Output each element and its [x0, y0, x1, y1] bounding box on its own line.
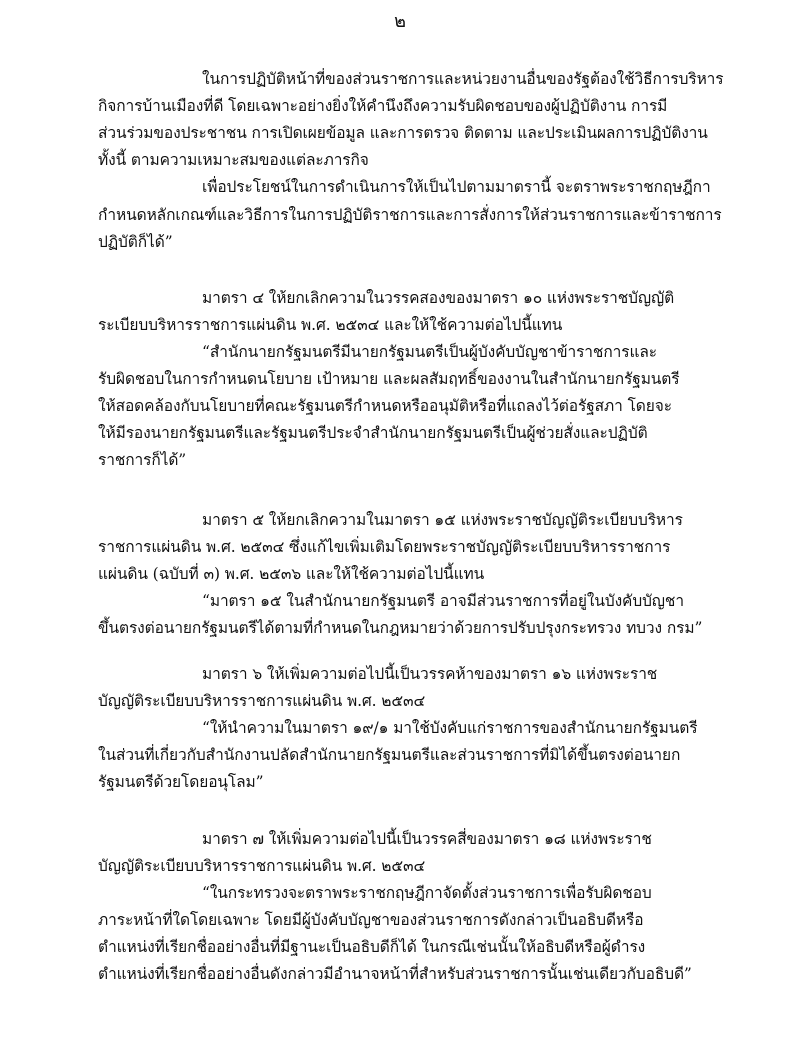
text-line: “มาตรา ๑๕ ในสำนักนายกรัฐมนตรี อาจมีส่วนราชการที่อยู่ในบังคับบัญชา — [202, 592, 684, 610]
text-line: ในการปฏิบัติหน้าที่ของส่วนราชการและหน่วยงานอื่นของรัฐต้องใช้วิธีการบริหาร — [202, 70, 724, 88]
text-line: “ในกระทรวงจะตราพระราชกฤษฎีกาจัดตั้งส่วนราชการเพื่อรับผิดชอบ — [202, 884, 652, 902]
text-line: มาตรา ๗ ให้เพิ่มความต่อไปนี้เป็นวรรคสี่ของมาตรา ๑๘ แห่งพระราช — [202, 830, 652, 848]
text-line: บัญญัติระเบียบบริหารราชการแผ่นดิน พ.ศ. ๒๕๓๔ — [98, 692, 426, 710]
text-line: ราชการแผ่นดิน พ.ศ. ๒๕๓๔ ซึ่งแก้ไขเพิ่มเติมโดยพระราชบัญญัติระเบียบบริหารราชการ — [98, 538, 671, 556]
text-line: ปฏิบัติก็ได้” — [98, 233, 173, 251]
text-line: แผ่นดิน (ฉบับที่ ๓) พ.ศ. ๒๕๓๖ และให้ใช้ความต่อไปนี้แทน — [98, 565, 485, 583]
text-line: ระเบียบบริหารราชการแผ่นดิน พ.ศ. ๒๕๓๔ และให้ใช้ความต่อไปนี้แทน — [98, 316, 563, 334]
text-line: รับผิดชอบในการกำหนดนโยบาย เป้าหมาย และผลสัมฤทธิ์ของงานในสำนักนายกรัฐมนตรี — [98, 370, 680, 388]
text-line: ให้สอดคล้องกับนโยบายที่คณะรัฐมนตรีกำหนดหรืออนุมัติหรือที่แถลงไว้ต่อรัฐสภา โดยจะ — [98, 397, 672, 415]
text-line: “สำนักนายกรัฐมนตรีมีนายกรัฐมนตรีเป็นผู้บังคับบัญชาข้าราชการและ — [202, 343, 657, 361]
text-line: ขึ้นตรงต่อนายกรัฐมนตรีได้ตามที่กำหนดในกฎหมายว่าด้วยการปรับปรุงกระทรวง ทบวง กรม” — [98, 619, 703, 637]
page-number: ๒ — [394, 11, 406, 32]
text-line: ภาระหน้าที่ใดโดยเฉพาะ โดยมีผู้บังคับบัญชาของส่วนราชการดังกล่าวเป็นอธิบดีหรือ — [98, 911, 644, 929]
text-line: มาตรา ๕ ให้ยกเลิกความในมาตรา ๑๕ แห่งพระราชบัญญัติระเบียบบริหาร — [202, 511, 683, 529]
text-line: ตำแหน่งที่เรียกชื่ออย่างอื่นดังกล่าวมีอำนาจหน้าที่สำหรับส่วนราชการนั้นเช่นเดียวกับอธิบดี” — [98, 965, 692, 983]
text-line: “ให้นำความในมาตรา ๑๙/๑ มาใช้บังคับแก่ราชการของสำนักนายกรัฐมนตรี — [202, 719, 698, 737]
text-line: ในส่วนที่เกี่ยวกับสำนักงานปลัดสำนักนายกรัฐมนตรีและส่วนราชการที่มิได้ขึ้นตรงต่อนายก — [98, 746, 681, 764]
text-line: บัญญัติระเบียบบริหารราชการแผ่นดิน พ.ศ. ๒๕๓๔ — [98, 857, 426, 875]
text-line: ตำแหน่งที่เรียกชื่ออย่างอื่นที่มีฐานะเป็นอธิบดีก็ได้ ในกรณีเช่นนั้นให้อธิบดีหรือผู้ดำรง — [98, 938, 646, 956]
text-line: มาตรา ๖ ให้เพิ่มความต่อไปนี้เป็นวรรคห้าของมาตรา ๑๖ แห่งพระราช — [202, 665, 658, 683]
text-line: เพื่อประโยชน์ในการดำเนินการให้เป็นไปตามมาตรานี้ จะตราพระราชกฤษฎีกา — [202, 178, 711, 196]
text-line: ให้มีรองนายกรัฐมนตรีและรัฐมนตรีประจำสำนักนายกรัฐมนตรีเป็นผู้ช่วยสั่งและปฏิบัติ — [98, 424, 648, 442]
text-line: มาตรา ๔ ให้ยกเลิกความในวรรคสองของมาตรา ๑๐ แห่งพระราชบัญญัติ — [202, 289, 675, 307]
text-line: ราชการก็ได้” — [98, 451, 187, 469]
text-line: กำหนดหลักเกณฑ์และวิธีการในการปฏิบัติราชการและการสั่งการให้ส่วนราชการและข้าราชการ — [98, 206, 722, 224]
text-line: รัฐมนตรีด้วยโดยอนุโลม” — [98, 773, 264, 791]
text-line: ส่วนร่วมของประชาชน การเปิดเผยข้อมูล และการตรวจ ติดตาม และประเมินผลการปฏิบัติงาน — [98, 124, 708, 142]
text-line: ทั้งนี้ ตามความเหมาะสมของแต่ละภารกิจ — [98, 151, 369, 169]
text-line: กิจการบ้านเมืองที่ดี โดยเฉพาะอย่างยิ่งให้คำนึงถึงความรับผิดชอบของผู้ปฏิบัติงาน การมี — [98, 97, 668, 115]
